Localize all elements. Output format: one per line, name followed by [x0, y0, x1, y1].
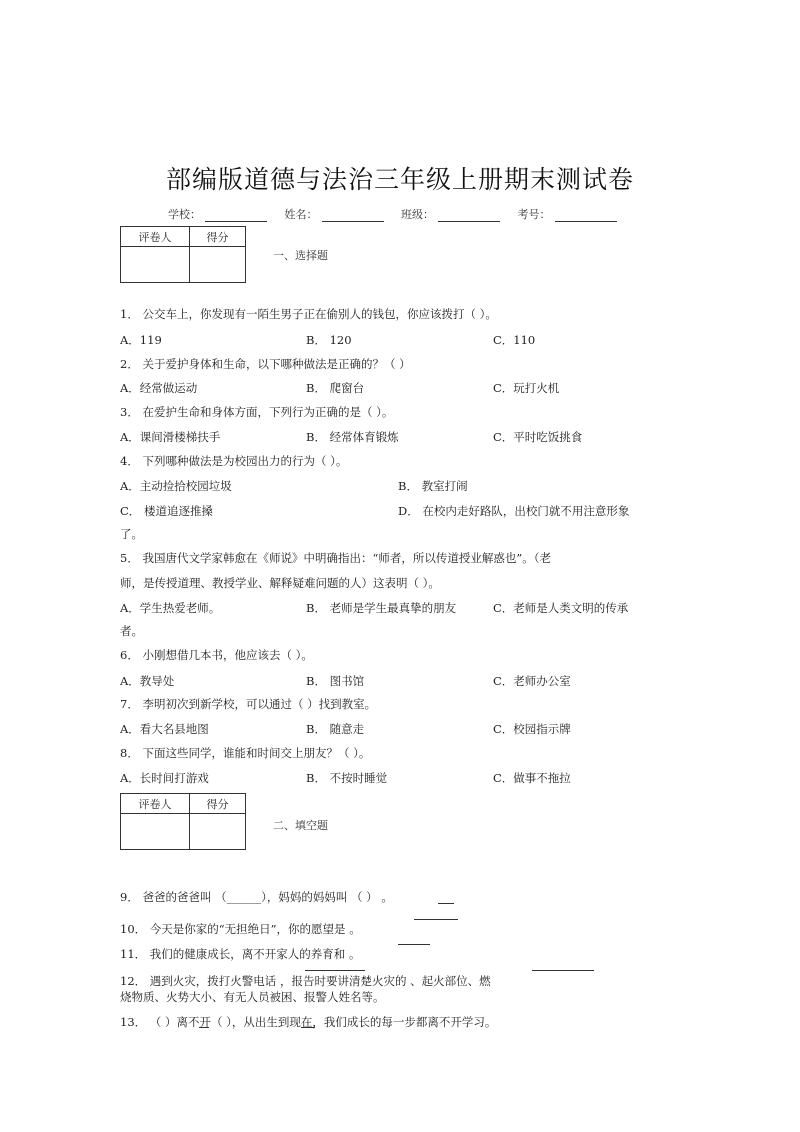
q2-option-a[interactable]: A．经常做运动 — [120, 381, 198, 395]
reviewer-label: 评卷人 — [121, 794, 190, 814]
q4-option-d-continued: 了。 — [120, 527, 143, 541]
q12-location-answer-line[interactable] — [532, 970, 594, 971]
score-label: 得分 — [190, 227, 246, 247]
question-6: 6． 小刚想借几本书，他应该去（ ）。 — [120, 648, 313, 662]
q2-option-c[interactable]: C．玩打火机 — [493, 381, 560, 395]
question-9: 9． 爸爸的爸爸叫 （______），妈妈的妈妈叫 （ ） 。 — [120, 890, 393, 904]
name-label: 姓名： — [284, 208, 318, 221]
question-2: 2． 关于爱护身体和生命，以下哪种做法是正确的？（ ） — [120, 357, 411, 371]
class-label: 班级： — [401, 208, 434, 221]
q6-option-a[interactable]: A．教导处 — [120, 674, 175, 688]
class-field[interactable] — [438, 210, 500, 222]
q1-option-a[interactable]: A．119 — [120, 333, 162, 347]
reviewer-label: 评卷人 — [121, 227, 190, 247]
question-4: 4． 下列哪种做法是为校园出力的行为（ ）。 — [120, 454, 348, 468]
number-label: 考号： — [517, 208, 551, 221]
info-row — [168, 206, 617, 222]
q3-option-a[interactable]: A．课间滑楼梯扶手 — [120, 430, 221, 444]
question-5-line-2: 师，是传授道理、教授学业、解释疑难问题的人）这表明（ ）。 — [120, 576, 440, 590]
score-cell[interactable] — [190, 247, 246, 283]
grader-table-2 — [120, 793, 246, 850]
q2-option-b[interactable]: B． 爬窗台 — [306, 381, 365, 395]
q3-option-c[interactable]: C．平时吃饭挑食 — [493, 430, 583, 444]
question-5: 5． 我国唐代文学家韩愈在《师说》中明确指出：“师者，所以传道授业解惑也”。（老 — [120, 551, 551, 565]
question-3: 3． 在爱护生命和身体方面，下列行为正确的是（ ）。 — [120, 405, 394, 419]
reviewer-cell[interactable] — [121, 247, 190, 283]
q7-option-a[interactable]: A．看大名县地图 — [120, 722, 209, 736]
page-title: 部编版道德与法治三年级上册期末测试卷 — [165, 165, 634, 194]
q8-option-a[interactable]: A．长时间打游戏 — [120, 771, 209, 785]
score-label: 得分 — [190, 794, 246, 814]
q10-answer-line[interactable] — [414, 919, 458, 920]
question-11: 11． 我们的健康成长，离不开家人的养育和 。 — [120, 947, 361, 961]
q5-option-c[interactable]: C．老师是人类文明的传承 — [493, 601, 629, 615]
q6-option-c[interactable]: C．老师办公室 — [493, 674, 571, 688]
section-title-choice: 一、选择题 — [273, 249, 328, 262]
q1-option-c[interactable]: C．110 — [493, 333, 536, 347]
q13-answer-underline-2[interactable] — [301, 1027, 315, 1028]
question-12-line-2: 烧物质、火势大小、有无人员被困、报警人姓名等。 — [120, 990, 385, 1004]
q4-option-d[interactable]: D． 在校内走好路队，出校门就不用注意形象 — [398, 504, 630, 518]
reviewer-cell[interactable] — [121, 814, 190, 850]
q8-option-b[interactable]: B． 不按时睡觉 — [306, 771, 388, 785]
q4-option-b[interactable]: B． 教室打闹 — [398, 479, 468, 493]
school-field[interactable] — [205, 210, 267, 222]
q5-option-b[interactable]: B． 老师是学生最真挚的朋友 — [306, 601, 457, 615]
q1-option-b[interactable]: B． 120 — [306, 333, 352, 347]
number-field[interactable] — [555, 210, 617, 222]
score-cell[interactable] — [190, 814, 246, 850]
q13-answer-underline-1[interactable] — [199, 1027, 209, 1028]
grader-table-1 — [120, 226, 246, 283]
q8-option-c[interactable]: C．做事不拖拉 — [493, 771, 571, 785]
question-12: 12． 遇到火灾，拨打火警电话 ，报告时要讲清楚火灾的 、起火部位、燃 — [120, 974, 491, 988]
q5-option-c-continued: 者。 — [120, 624, 143, 638]
q4-option-a[interactable]: A．主动捡拾校园垃圾 — [120, 479, 232, 493]
q5-option-a[interactable]: A．学生热爱老师。 — [120, 601, 221, 615]
q11-answer-line[interactable] — [398, 944, 430, 945]
question-8: 8． 下面这些同学，谁能和时间交上朋友？（ ）。 — [120, 746, 371, 760]
question-10: 10． 今天是你家的“无担绝日”，你的愿望是 。 — [120, 922, 361, 936]
question-1: 1． 公交车上，你发现有一陌生男子正在偷别人的钱包，你应该拨打（ ）。 — [120, 307, 497, 321]
question-7: 7． 李明初次到新学校，可以通过（ ）找到教室。 — [120, 697, 377, 711]
q12-phone-answer-line[interactable] — [305, 970, 365, 971]
school-label: 学校： — [168, 208, 201, 221]
q6-option-b[interactable]: B． 图书馆 — [306, 674, 365, 688]
name-field[interactable] — [322, 210, 384, 222]
section-title-fill: 二、填空题 — [273, 819, 328, 832]
q3-option-b[interactable]: B． 经常体育锻炼 — [306, 430, 399, 444]
question-13: 13． （ ）离不开（ ），从出生到现在，我们成长的每一步都离不开学习。 — [120, 1015, 497, 1029]
q9-answer-underline[interactable] — [438, 903, 454, 904]
q7-option-b[interactable]: B． 随意走 — [306, 722, 365, 736]
q4-option-c[interactable]: C． 楼道追逐推搡 — [120, 504, 213, 518]
q7-option-c[interactable]: C．校园指示牌 — [493, 722, 571, 736]
